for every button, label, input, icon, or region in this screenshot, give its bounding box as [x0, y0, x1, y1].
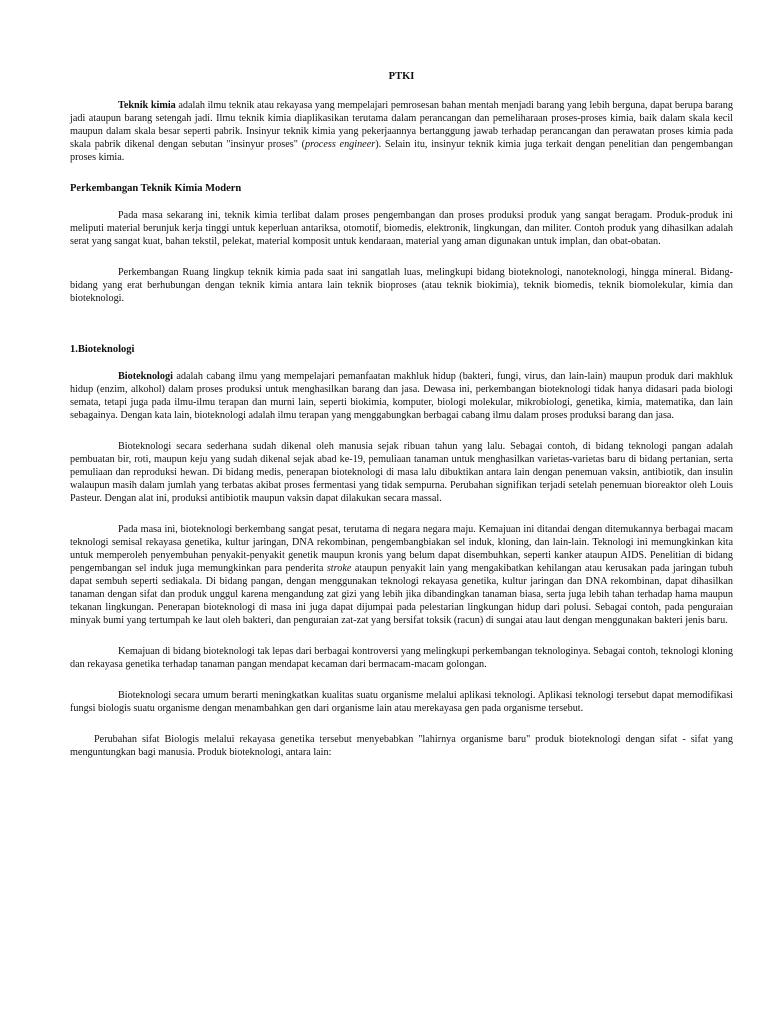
paragraph-umum: Bioteknologi secara umum berarti meningkatkan kualitas suatu organisme melalui aplikasi teknologi. Aplikasi teknologi tersebut dapat memodifikasi fungsi biologis suatu organisme dengan menambahkan gen dari organisme lain atau merekayasa gen pada organisme tersebut. [70, 690, 733, 714]
page-title: PTKI [388, 71, 415, 82]
term-teknik-kimia: Teknik kimia [118, 100, 176, 111]
italic-term: process engineer [305, 139, 376, 150]
section-heading-bioteknologi: 1.Bioteknologi [70, 344, 135, 355]
document-page [70, 70, 733, 777]
paragraph-teknik-kimia [70, 99, 733, 164]
italic-term: stroke [326, 563, 352, 574]
paragraph-text: adalah cabang ilmu yang mempelajari pemanfaatan makhluk hidup (bakteri, fungi, virus, dan lain-lain) maupun produk dari makhluk hidup (enzim, alkohol) dalam proses produksi untuk menghasilkan barang dan jasa. Dewasa ini, perkembangan bioteknologi tidak hanya didasari pada biologi semata, tetapi juga pada ilmu-ilmu terapan dan murni lain, seperti biokimia, komputer, biologi molekular, mikrobiologi, genetika, kimia, matematika, dan lain sebagainya. Dengan kata lain, bioteknologi adalah ilmu terapan yang menggabungkan berbagai cabang ilmu dalam proses produksi barang dan jasa. [70, 371, 733, 421]
paragraph-sejarah: Bioteknologi secara sederhana sudah dikenal oleh manusia sejak ribuan tahun yang lalu. Sebagai contoh, di bidang teknologi pangan adalah pembuatan bir, roti, maupun keju yang sudah dikenal sejak abad ke-19, pemuliaan tanaman untuk menghasilkan varietas-varietas baru di bidang pertanian, serta pemuliaan dan reproduksi hewan. Di bidang medis, penerapan bioteknologi di masa lalu dibuktikan antara lain dengan penemuan vaksin, antibiotik, dan insulin walaupun masih dalam jumlah yang terbatas akibat proses fermentasi yang tidak sempurna. Perubahan signifikan terjadi setelah penemuan bioreaktor oleh Louis Pasteur. Dengan alat ini, produksi antibiotik maupun vaksin dapat dilakukan secara massal. [70, 441, 733, 504]
paragraph-text: ataupun penyakit lain yang mengakibatkan kehilangan atau kerusakan pada jaringan tubuh dapat sembuh seperti sediakala. Di bidang pangan, dengan menggunakan teknologi rekayasa genetika, kultur jaringan dan DNA rekombinan, dapat dihasilkan tanaman dengan sifat dan produk unggul karena mengandung zat gizi yang lebih jika dibandingkan tanaman biasa, serta juga lebih tahan terhadap hama maupun tekanan lingkungan. Penerapan bioteknologi di masa ini juga dapat dijumpai pada pelestarian lingkungan hidup dari polusi. Sebagai contoh, pada penguraian minyak bumi yang tertumpah ke laut oleh bakteri, dan penguraian zat-zat yang bersifat toksik (racun) di sungai atau laut dengan menggunakan bakteri jenis baru. [70, 563, 733, 626]
paragraph-ruang-lingkup: Perkembangan Ruang lingkup teknik kimia pada saat ini sangatlah luas, melingkupi bidang bioteknologi, nanoteknologi, hingga mineral. Bidang-bidang yang erat berhubungan dengan teknik kimia antara lain teknik bioproses (atau teknik biokimia), teknik biomedis, teknik biomolekular, kimia dan bioteknologi. [70, 267, 733, 304]
paragraph-text: Pada masa ini, bioteknologi berkembang sangat pesat, terutama di negara negara maju. Kemajuan ini ditandai dengan ditemukannya berbagai macam teknologi semisal rekayasa genetika, kultur jaringan, DNA rekombinan, pengembangbiakan sel induk, kloning, dan lain-lain. Teknologi ini memungkinkan kita untuk memperoleh penyembuhan penyakit-penyakit genetik maupun kronis yang belum dapat disembuhkan, seperti kanker ataupun AIDS. Penelitian di bidang pengembangan sel induk juga memungkinkan para penderita [70, 524, 733, 574]
paragraph-produk: Pada masa sekarang ini, teknik kimia terlibat dalam proses pengembangan dan proses produksi produk yang sangat beragam. Produk-produk ini meliputi material berunjuk kerja tinggi untuk keperluan antariksa, otomotif, biomedis, elektronik, lingkungan, dan militer. Contoh produk yang dihasilkan adalah serat yang sangat kuat, bahan tekstil, pelekat, material komposit untuk kendaraan, material yang aman digunakan untuk implan, dan obat-obatan. [70, 210, 733, 247]
paragraph-definisi-bioteknologi [70, 370, 733, 422]
paragraph-text: ). Selain itu, insinyur teknik kimia juga terkait dengan penelitian dan pengembangan proses kimia. [70, 139, 733, 163]
paragraph-masa-kini [70, 523, 733, 627]
paragraph-perubahan-sifat: Perubahan sifat Biologis melalui rekayasa genetika tersebut menyebabkan "lahirnya organisme baru" produk bioteknologi dengan sifat - sifat yang menguntungkan bagi manusia. Produk bioteknologi, antara lain: [70, 734, 733, 758]
paragraph-text: adalah ilmu teknik atau rekayasa yang mempelajari pemrosesan bahan mentah menjadi barang yang lebih berguna, dapat berupa barang jadi ataupun barang setengah jadi. Ilmu teknik kimia diaplikasikan terutama dalam perancangan dan pemeliharaan proses-proses kimia, baik dalam skala kecil maupun dalam skala besar seperti pabrik. Insinyur teknik kimia yang pekerjaannya bertanggung jawab terhadap perancangan dan perawatan proses kimia pada skala pabrik dikenal dengan sebutan "insinyur proses" ( [70, 100, 733, 150]
section-heading-perkembangan: Perkembangan Teknik Kimia Modern [70, 183, 242, 194]
paragraph-kontroversi: Kemajuan di bidang bioteknologi tak lepas dari berbagai kontroversi yang melingkupi perkembangan teknologinya. Sebagai contoh, teknologi kloning dan rekayasa genetika terhadap tanaman pangan mendapat kecaman dari bermacam-macam golongan. [70, 646, 733, 670]
term-bioteknologi: Bioteknologi [118, 371, 173, 382]
